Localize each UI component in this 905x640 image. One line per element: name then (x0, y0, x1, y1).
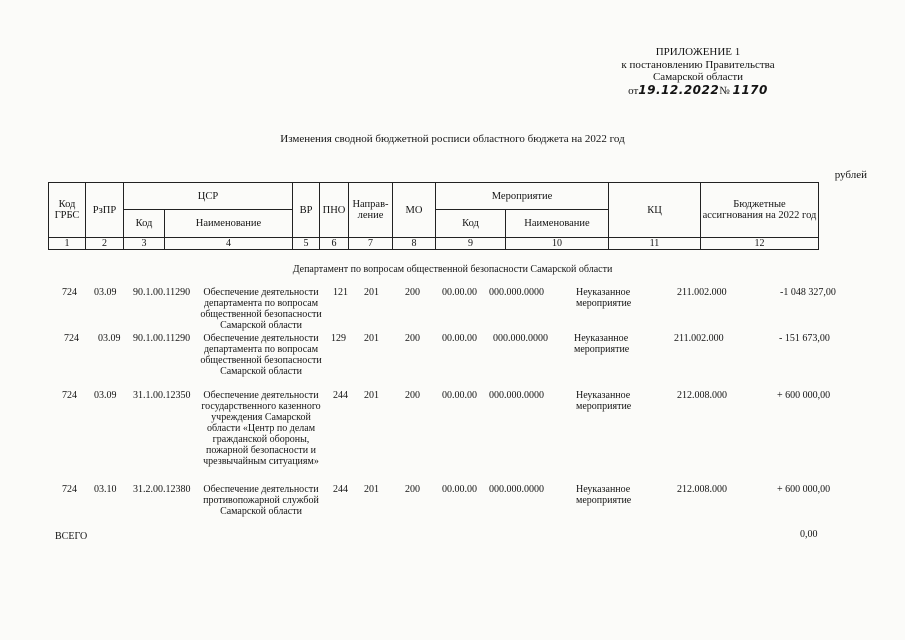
appendix-line1: к постановлению Правительства (621, 58, 775, 71)
cell-rzpr: 03.10 (94, 484, 117, 495)
cell-grbs: 724 (62, 390, 77, 401)
cell-rzpr: 03.09 (98, 333, 121, 344)
cell-amount: + 600 000,00 (777, 484, 831, 495)
col-number: 1 (49, 238, 86, 250)
units-label: рублей (834, 169, 867, 181)
cell-amount: -1 048 327,00 (780, 287, 836, 298)
cell-meropr-name: Неуказанное мероприятие (576, 390, 632, 412)
cell-grbs: 724 (64, 333, 79, 344)
col-number: 4 (165, 238, 293, 250)
cell-mo: 00.00.00 (442, 484, 477, 495)
total-value: 0,00 (800, 529, 818, 540)
cell-csr: 31.1.00.12350 (133, 390, 191, 401)
date-prefix: от (628, 84, 639, 97)
cell-kc: 212.008.000 (677, 484, 727, 495)
cell-pno: 201 (364, 287, 379, 298)
cell-vr: 244 (333, 484, 348, 495)
cell-name: Обеспечение деятельности противопожарной службой Самарской области (203, 484, 319, 517)
col-number: 2 (86, 238, 124, 250)
appendix-title: ПРИЛОЖЕНИЕ 1 (655, 46, 741, 58)
cell-meropr-kod: 000.000.0000 (489, 287, 544, 298)
col-number: 12 (701, 238, 819, 250)
cell-kc: 211.002.000 (674, 333, 724, 344)
cell-meropr-name: Неуказанное мероприятие (574, 333, 630, 355)
cell-name: Обеспечение деятельности департамента по вопросам общественной безопасности Самарской области (200, 287, 322, 331)
cell-pno: 201 (364, 484, 379, 495)
header-kc: КЦ (609, 183, 701, 238)
header-mo: МО (393, 183, 436, 238)
number-prefix: № (719, 84, 730, 97)
cell-meropr-kod: 000.000.0000 (489, 484, 544, 495)
col-number: 6 (320, 238, 349, 250)
cell-amount: + 600 000,00 (777, 390, 831, 401)
header-meropr-kod: Код (436, 210, 506, 238)
header-kod-grbs: Код ГРБС (49, 183, 86, 238)
cell-meropr-kod: 000.000.0000 (489, 390, 544, 401)
cell-meropr-kod: 000.000.0000 (493, 333, 548, 344)
total-label: ВСЕГО (55, 531, 88, 542)
cell-napr: 200 (405, 287, 420, 298)
col-number: 3 (124, 238, 165, 250)
number-handwritten: 1170 (732, 82, 768, 97)
cell-meropr-name: Неуказанное мероприятие (576, 484, 632, 506)
col-number: 5 (293, 238, 320, 250)
cell-napr: 200 (405, 333, 420, 344)
header-csr-name: Наименование (165, 210, 293, 238)
appendix-line2: Самарской области (652, 71, 744, 83)
header-napr: Направ-ление (349, 183, 393, 238)
header-pno: ПНО (320, 183, 349, 238)
budget-table-header (48, 182, 819, 250)
cell-grbs: 724 (62, 484, 77, 495)
cell-mo: 00.00.00 (442, 287, 477, 298)
header-meropr: Мероприятие (436, 183, 609, 210)
cell-rzpr: 03.09 (94, 287, 117, 298)
header-vr: ВР (293, 183, 320, 238)
cell-mo: 00.00.00 (442, 333, 477, 344)
cell-csr: 31.2.00.12380 (133, 484, 191, 495)
date-handwritten: 19.12.2022 (638, 82, 720, 97)
col-number: 9 (436, 238, 506, 250)
cell-amount: - 151 673,00 (779, 333, 830, 344)
col-number: 8 (393, 238, 436, 250)
header-csr: ЦСР (124, 183, 293, 210)
cell-csr: 90.1.00.11290 (133, 333, 191, 344)
document-title: Изменения сводной бюджетной росписи областного бюджета на 2022 год (280, 133, 625, 145)
cell-kc: 211.002.000 (677, 287, 727, 298)
col-number: 7 (349, 238, 393, 250)
cell-grbs: 724 (62, 287, 77, 298)
cell-meropr-name: Неуказанное мероприятие (576, 287, 632, 309)
header-budget: Бюджетные ассигнования на 2022 год (701, 183, 819, 238)
appendix-block (588, 46, 808, 97)
cell-vr: 129 (331, 333, 346, 344)
col-number: 10 (506, 238, 609, 250)
header-csr-kod: Код (124, 210, 165, 238)
cell-mo: 00.00.00 (442, 390, 477, 401)
cell-vr: 244 (333, 390, 348, 401)
cell-kc: 212.008.000 (677, 390, 727, 401)
col-number: 11 (609, 238, 701, 250)
cell-napr: 200 (405, 484, 420, 495)
cell-name: Обеспечение деятельности департамента по вопросам общественной безопасности Самарской области (200, 333, 322, 377)
department-heading: Департамент по вопросам общественной безопасности Самарской области (292, 264, 613, 275)
cell-napr: 200 (405, 390, 420, 401)
cell-pno: 201 (364, 333, 379, 344)
cell-rzpr: 03.09 (94, 390, 117, 401)
appendix-date-line (588, 84, 808, 98)
cell-csr: 90.1.00.11290 (133, 287, 191, 298)
cell-vr: 121 (333, 287, 348, 298)
cell-name: Обеспечение деятельности государственного казенного учреждения Самарской области «Центр по делам гражданской обороны, пожарной безопасности и чрезвычайным ситуациям» (201, 390, 321, 467)
cell-pno: 201 (364, 390, 379, 401)
header-meropr-name: Наименование (506, 210, 609, 238)
header-rzpr: РзПР (86, 183, 124, 238)
